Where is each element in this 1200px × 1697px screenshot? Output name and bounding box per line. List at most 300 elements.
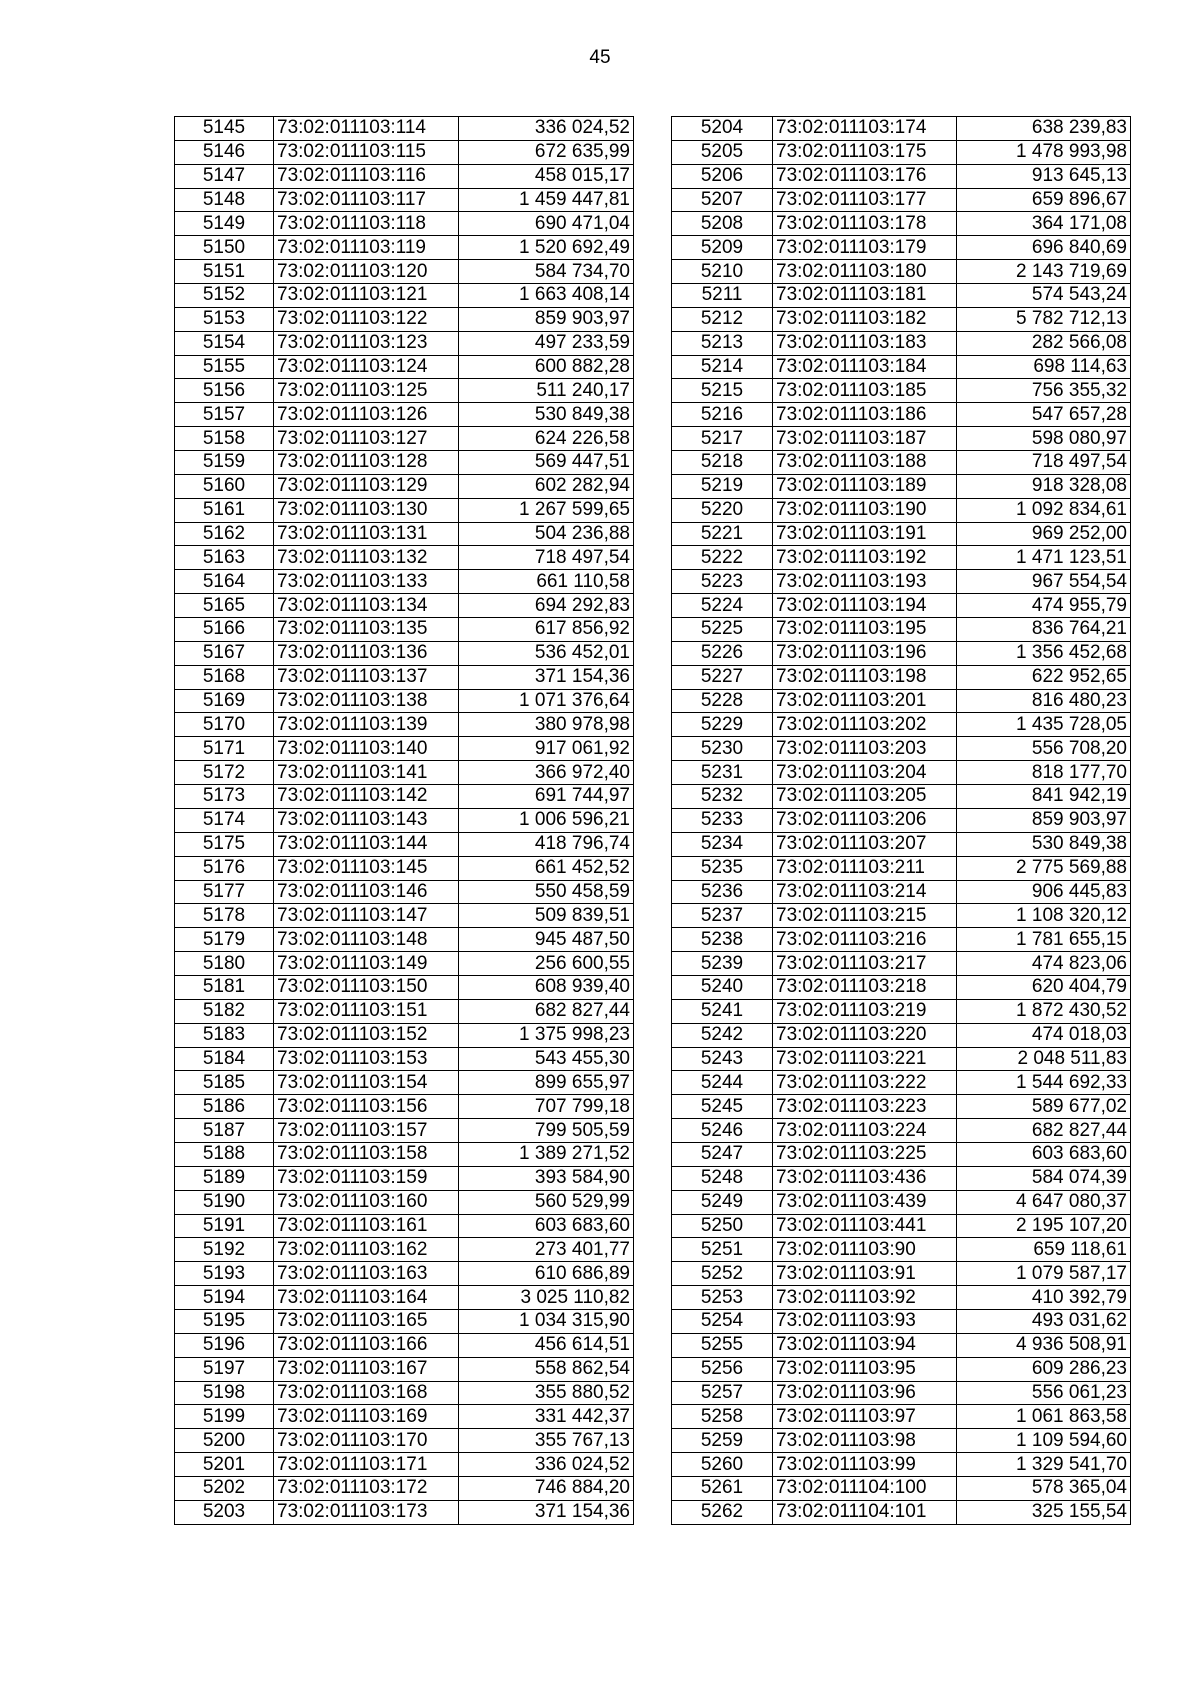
value-cell: 600 882,28: [459, 355, 634, 379]
row-number-cell: 5161: [175, 498, 274, 522]
table-row: [672, 331, 1131, 355]
value-cell: 1 544 692,33: [957, 1071, 1131, 1095]
table-row: [175, 904, 634, 928]
table-row: [175, 1119, 634, 1143]
row-number-cell: 5241: [672, 999, 773, 1023]
table-row: [175, 1071, 634, 1095]
value-cell: 841 942,19: [957, 785, 1131, 809]
row-number-cell: 5166: [175, 618, 274, 642]
row-number-cell: 5242: [672, 1023, 773, 1047]
value-cell: 331 442,37: [459, 1405, 634, 1429]
table-row: [672, 451, 1131, 475]
cadastral-number-cell: 73:02:011103:179: [773, 236, 957, 260]
row-number-cell: 5148: [175, 188, 274, 212]
row-number-cell: 5189: [175, 1166, 274, 1190]
value-cell: 617 856,92: [459, 618, 634, 642]
table-row: [175, 928, 634, 952]
row-number-cell: 5233: [672, 808, 773, 832]
value-cell: 1 356 452,68: [957, 641, 1131, 665]
table-row: [672, 546, 1131, 570]
value-cell: 543 455,30: [459, 1047, 634, 1071]
cadastral-number-cell: 73:02:011103:93: [773, 1309, 957, 1333]
row-number-cell: 5210: [672, 260, 773, 284]
value-cell: 1 435 728,05: [957, 713, 1131, 737]
row-number-cell: 5149: [175, 212, 274, 236]
cadastral-number-cell: 73:02:011103:184: [773, 355, 957, 379]
cadastral-number-cell: 73:02:011103:121: [274, 284, 459, 308]
row-number-cell: 5153: [175, 307, 274, 331]
row-number-cell: 5240: [672, 975, 773, 999]
cadastral-number-cell: 73:02:011103:154: [274, 1071, 459, 1095]
value-cell: 4 647 080,37: [957, 1190, 1131, 1214]
row-number-cell: 5154: [175, 331, 274, 355]
row-number-cell: 5250: [672, 1214, 773, 1238]
cadastral-number-cell: 73:02:011103:146: [274, 880, 459, 904]
cadastral-number-cell: 73:02:011103:147: [274, 904, 459, 928]
cadastral-number-cell: 73:02:011103:203: [773, 737, 957, 761]
row-number-cell: 5186: [175, 1095, 274, 1119]
value-cell: 474 823,06: [957, 952, 1131, 976]
row-number-cell: 5237: [672, 904, 773, 928]
value-cell: 707 799,18: [459, 1095, 634, 1119]
row-number-cell: 5206: [672, 164, 773, 188]
row-number-cell: 5157: [175, 403, 274, 427]
value-cell: 661 110,58: [459, 570, 634, 594]
cadastral-number-cell: 73:02:011103:133: [274, 570, 459, 594]
value-cell: 256 600,55: [459, 952, 634, 976]
row-number-cell: 5257: [672, 1381, 773, 1405]
table-row: [175, 379, 634, 403]
row-number-cell: 5190: [175, 1190, 274, 1214]
cadastral-number-cell: 73:02:011103:174: [773, 117, 957, 141]
table-row: [175, 952, 634, 976]
value-cell: 661 452,52: [459, 856, 634, 880]
row-number-cell: 5215: [672, 379, 773, 403]
value-cell: 511 240,17: [459, 379, 634, 403]
cadastral-number-cell: 73:02:011103:436: [773, 1166, 957, 1190]
cadastral-number-cell: 73:02:011103:90: [773, 1238, 957, 1262]
table-row: [175, 1166, 634, 1190]
row-number-cell: 5176: [175, 856, 274, 880]
table-row: [175, 761, 634, 785]
cadastral-table-left: [174, 116, 634, 1525]
cadastral-number-cell: 73:02:011103:166: [274, 1333, 459, 1357]
cadastral-number-cell: 73:02:011103:180: [773, 260, 957, 284]
row-number-cell: 5187: [175, 1119, 274, 1143]
value-cell: 1 389 271,52: [459, 1142, 634, 1166]
value-cell: 913 645,13: [957, 164, 1131, 188]
cadastral-number-cell: 73:02:011103:153: [274, 1047, 459, 1071]
value-cell: 366 972,40: [459, 761, 634, 785]
value-cell: 672 635,99: [459, 140, 634, 164]
value-cell: 578 365,04: [957, 1476, 1131, 1500]
cadastral-number-cell: 73:02:011103:145: [274, 856, 459, 880]
value-cell: 584 734,70: [459, 260, 634, 284]
row-number-cell: 5165: [175, 594, 274, 618]
row-number-cell: 5179: [175, 928, 274, 952]
table-row: [672, 665, 1131, 689]
value-cell: 756 355,32: [957, 379, 1131, 403]
table-row: [672, 1166, 1131, 1190]
row-number-cell: 5183: [175, 1023, 274, 1047]
row-number-cell: 5213: [672, 331, 773, 355]
value-cell: 493 031,62: [957, 1309, 1131, 1333]
table-row: [175, 832, 634, 856]
row-number-cell: 5146: [175, 140, 274, 164]
table-row: [672, 1286, 1131, 1310]
value-cell: 622 952,65: [957, 665, 1131, 689]
row-number-cell: 5160: [175, 474, 274, 498]
row-number-cell: 5194: [175, 1286, 274, 1310]
value-cell: 969 252,00: [957, 522, 1131, 546]
cadastral-number-cell: 73:02:011103:126: [274, 403, 459, 427]
value-cell: 474 955,79: [957, 594, 1131, 618]
row-number-cell: 5167: [175, 641, 274, 665]
table-row: [672, 1453, 1131, 1477]
cadastral-number-cell: 73:02:011103:141: [274, 761, 459, 785]
table-row: [672, 1262, 1131, 1286]
cadastral-number-cell: 73:02:011103:176: [773, 164, 957, 188]
table-row: [672, 1214, 1131, 1238]
row-number-cell: 5227: [672, 665, 773, 689]
row-number-cell: 5246: [672, 1119, 773, 1143]
row-number-cell: 5169: [175, 689, 274, 713]
row-number-cell: 5224: [672, 594, 773, 618]
table-row: [175, 260, 634, 284]
row-number-cell: 5211: [672, 284, 773, 308]
row-number-cell: 5175: [175, 832, 274, 856]
cadastral-number-cell: 73:02:011103:221: [773, 1047, 957, 1071]
value-cell: 682 827,44: [459, 999, 634, 1023]
row-number-cell: 5208: [672, 212, 773, 236]
value-cell: 2 775 569,88: [957, 856, 1131, 880]
cadastral-number-cell: 73:02:011103:150: [274, 975, 459, 999]
row-number-cell: 5261: [672, 1476, 773, 1500]
cadastral-number-cell: 73:02:011103:441: [773, 1214, 957, 1238]
table-row: [175, 618, 634, 642]
table-row: [175, 999, 634, 1023]
cadastral-number-cell: 73:02:011103:132: [274, 546, 459, 570]
cadastral-number-cell: 73:02:011103:139: [274, 713, 459, 737]
table-row: [175, 355, 634, 379]
row-number-cell: 5201: [175, 1453, 274, 1477]
table-row: [175, 641, 634, 665]
row-number-cell: 5200: [175, 1429, 274, 1453]
value-cell: 1 006 596,21: [459, 808, 634, 832]
cadastral-number-cell: 73:02:011103:177: [773, 188, 957, 212]
value-cell: 1 071 376,64: [459, 689, 634, 713]
value-cell: 624 226,58: [459, 427, 634, 451]
value-cell: 530 849,38: [459, 403, 634, 427]
row-number-cell: 5259: [672, 1429, 773, 1453]
table-row: [175, 1262, 634, 1286]
table-row: [175, 331, 634, 355]
row-number-cell: 5217: [672, 427, 773, 451]
table-row: [175, 1500, 634, 1524]
table-row: [672, 307, 1131, 331]
table-row: [672, 1190, 1131, 1214]
table-row: [175, 594, 634, 618]
value-cell: 474 018,03: [957, 1023, 1131, 1047]
table-row: [672, 522, 1131, 546]
table-row: [175, 1238, 634, 1262]
value-cell: 560 529,99: [459, 1190, 634, 1214]
table-row: [672, 117, 1131, 141]
value-cell: 698 114,63: [957, 355, 1131, 379]
cadastral-number-cell: 73:02:011103:223: [773, 1095, 957, 1119]
row-number-cell: 5234: [672, 832, 773, 856]
table-row: [175, 498, 634, 522]
row-number-cell: 5220: [672, 498, 773, 522]
table-row: [672, 832, 1131, 856]
cadastral-number-cell: 73:02:011103:160: [274, 1190, 459, 1214]
table-row: [175, 451, 634, 475]
value-cell: 1 471 123,51: [957, 546, 1131, 570]
table-row: [672, 1381, 1131, 1405]
cadastral-number-cell: 73:02:011103:175: [773, 140, 957, 164]
table-row: [175, 1286, 634, 1310]
cadastral-number-cell: 73:02:011103:157: [274, 1119, 459, 1143]
cadastral-number-cell: 73:02:011103:189: [773, 474, 957, 498]
row-number-cell: 5184: [175, 1047, 274, 1071]
cadastral-number-cell: 73:02:011103:156: [274, 1095, 459, 1119]
value-cell: 371 154,36: [459, 665, 634, 689]
value-cell: 696 840,69: [957, 236, 1131, 260]
row-number-cell: 5248: [672, 1166, 773, 1190]
cadastral-number-cell: 73:02:011103:94: [773, 1333, 957, 1357]
table-row: [672, 284, 1131, 308]
value-cell: 458 015,17: [459, 164, 634, 188]
value-cell: 530 849,38: [957, 832, 1131, 856]
table-row: [672, 641, 1131, 665]
cadastral-number-cell: 73:02:011103:115: [274, 140, 459, 164]
row-number-cell: 5247: [672, 1142, 773, 1166]
cadastral-number-cell: 73:02:011103:125: [274, 379, 459, 403]
row-number-cell: 5159: [175, 451, 274, 475]
value-cell: 1 459 447,81: [459, 188, 634, 212]
value-cell: 584 074,39: [957, 1166, 1131, 1190]
value-cell: 1 108 320,12: [957, 904, 1131, 928]
table-row: [672, 1333, 1131, 1357]
cadastral-number-cell: 73:02:011103:91: [773, 1262, 957, 1286]
value-cell: 371 154,36: [459, 1500, 634, 1524]
cadastral-number-cell: 73:02:011103:124: [274, 355, 459, 379]
cadastral-number-cell: 73:02:011103:185: [773, 379, 957, 403]
value-cell: 336 024,52: [459, 1453, 634, 1477]
cadastral-number-cell: 73:02:011103:97: [773, 1405, 957, 1429]
cadastral-number-cell: 73:02:011103:151: [274, 999, 459, 1023]
value-cell: 2 195 107,20: [957, 1214, 1131, 1238]
table-body-left: [175, 117, 634, 1525]
row-number-cell: 5170: [175, 713, 274, 737]
value-cell: 598 080,97: [957, 427, 1131, 451]
cadastral-number-cell: 73:02:011103:138: [274, 689, 459, 713]
table-row: [175, 212, 634, 236]
table-row: [672, 1500, 1131, 1524]
row-number-cell: 5188: [175, 1142, 274, 1166]
cadastral-number-cell: 73:02:011103:183: [773, 331, 957, 355]
row-number-cell: 5238: [672, 928, 773, 952]
table-row: [175, 284, 634, 308]
row-number-cell: 5260: [672, 1453, 773, 1477]
table-row: [175, 522, 634, 546]
value-cell: 1 034 315,90: [459, 1309, 634, 1333]
cadastral-number-cell: 73:02:011103:116: [274, 164, 459, 188]
cadastral-number-cell: 73:02:011103:192: [773, 546, 957, 570]
cadastral-number-cell: 73:02:011103:162: [274, 1238, 459, 1262]
value-cell: 659 118,61: [957, 1238, 1131, 1262]
row-number-cell: 5178: [175, 904, 274, 928]
cadastral-number-cell: 73:02:011103:225: [773, 1142, 957, 1166]
value-cell: 364 171,08: [957, 212, 1131, 236]
table-row: [175, 236, 634, 260]
row-number-cell: 5156: [175, 379, 274, 403]
value-cell: 558 862,54: [459, 1357, 634, 1381]
row-number-cell: 5262: [672, 1500, 773, 1524]
value-cell: 1 061 863,58: [957, 1405, 1131, 1429]
row-number-cell: 5219: [672, 474, 773, 498]
value-cell: 602 282,94: [459, 474, 634, 498]
value-cell: 550 458,59: [459, 880, 634, 904]
cadastral-number-cell: 73:02:011103:140: [274, 737, 459, 761]
page-number: 45: [589, 47, 611, 68]
table-row: [672, 975, 1131, 999]
cadastral-number-cell: 73:02:011103:190: [773, 498, 957, 522]
table-row: [672, 594, 1131, 618]
row-number-cell: 5236: [672, 880, 773, 904]
value-cell: 682 827,44: [957, 1119, 1131, 1143]
cadastral-number-cell: 73:02:011103:96: [773, 1381, 957, 1405]
table-row: [175, 427, 634, 451]
row-number-cell: 5255: [672, 1333, 773, 1357]
row-number-cell: 5162: [175, 522, 274, 546]
row-number-cell: 5145: [175, 117, 274, 141]
table-row: [672, 164, 1131, 188]
table-row: [672, 188, 1131, 212]
row-number-cell: 5222: [672, 546, 773, 570]
cadastral-number-cell: 73:02:011103:143: [274, 808, 459, 832]
cadastral-number-cell: 73:02:011103:186: [773, 403, 957, 427]
table-row: [672, 1238, 1131, 1262]
row-number-cell: 5177: [175, 880, 274, 904]
cadastral-number-cell: 73:02:011103:128: [274, 451, 459, 475]
cadastral-number-cell: 73:02:011103:224: [773, 1119, 957, 1143]
table-row: [175, 570, 634, 594]
row-number-cell: 5223: [672, 570, 773, 594]
value-cell: 355 767,13: [459, 1429, 634, 1453]
value-cell: 504 236,88: [459, 522, 634, 546]
cadastral-number-cell: 73:02:011103:149: [274, 952, 459, 976]
table-row: [175, 665, 634, 689]
value-cell: 569 447,51: [459, 451, 634, 475]
value-cell: 718 497,54: [459, 546, 634, 570]
table-row: [672, 260, 1131, 284]
value-cell: 638 239,83: [957, 117, 1131, 141]
row-number-cell: 5150: [175, 236, 274, 260]
value-cell: 694 292,83: [459, 594, 634, 618]
value-cell: 1 329 541,70: [957, 1453, 1131, 1477]
value-cell: 899 655,97: [459, 1071, 634, 1095]
cadastral-number-cell: 73:02:011103:98: [773, 1429, 957, 1453]
cadastral-number-cell: 73:02:011103:144: [274, 832, 459, 856]
value-cell: 282 566,08: [957, 331, 1131, 355]
cadastral-number-cell: 73:02:011103:191: [773, 522, 957, 546]
cadastral-number-cell: 73:02:011103:168: [274, 1381, 459, 1405]
cadastral-number-cell: 73:02:011103:99: [773, 1453, 957, 1477]
row-number-cell: 5244: [672, 1071, 773, 1095]
cadastral-number-cell: 73:02:011103:188: [773, 451, 957, 475]
row-number-cell: 5204: [672, 117, 773, 141]
table-row: [175, 1453, 634, 1477]
cadastral-number-cell: 73:02:011103:130: [274, 498, 459, 522]
cadastral-number-cell: 73:02:011103:171: [274, 1453, 459, 1477]
table-row: [175, 140, 634, 164]
cadastral-number-cell: 73:02:011103:182: [773, 307, 957, 331]
table-row: [175, 1357, 634, 1381]
row-number-cell: 5221: [672, 522, 773, 546]
table-row: [672, 1095, 1131, 1119]
cadastral-number-cell: 73:02:011103:92: [773, 1286, 957, 1310]
value-cell: 4 936 508,91: [957, 1333, 1131, 1357]
table-row: [672, 379, 1131, 403]
cadastral-number-cell: 73:02:011103:195: [773, 618, 957, 642]
value-cell: 1 781 655,15: [957, 928, 1131, 952]
cadastral-number-cell: 73:02:011103:159: [274, 1166, 459, 1190]
value-cell: 659 896,67: [957, 188, 1131, 212]
table-row: [175, 546, 634, 570]
cadastral-number-cell: 73:02:011103:181: [773, 284, 957, 308]
table-row: [672, 1309, 1131, 1333]
row-number-cell: 5193: [175, 1262, 274, 1286]
table-row: [175, 1429, 634, 1453]
table-row: [672, 856, 1131, 880]
cadastral-number-cell: 73:02:011103:206: [773, 808, 957, 832]
cadastral-number-cell: 73:02:011103:169: [274, 1405, 459, 1429]
value-cell: 603 683,60: [957, 1142, 1131, 1166]
cadastral-number-cell: 73:02:011103:204: [773, 761, 957, 785]
table-row: [175, 117, 634, 141]
table-row: [672, 1357, 1131, 1381]
cadastral-number-cell: 73:02:011103:152: [274, 1023, 459, 1047]
row-number-cell: 5197: [175, 1357, 274, 1381]
row-number-cell: 5253: [672, 1286, 773, 1310]
row-number-cell: 5151: [175, 260, 274, 284]
table-row: [672, 570, 1131, 594]
cadastral-number-cell: 73:02:011103:135: [274, 618, 459, 642]
row-number-cell: 5202: [175, 1476, 274, 1500]
row-number-cell: 5198: [175, 1381, 274, 1405]
row-number-cell: 5230: [672, 737, 773, 761]
cadastral-number-cell: 73:02:011103:173: [274, 1500, 459, 1524]
table-row: [672, 1405, 1131, 1429]
value-cell: 746 884,20: [459, 1476, 634, 1500]
cadastral-number-cell: 73:02:011104:101: [773, 1500, 957, 1524]
cadastral-number-cell: 73:02:011103:217: [773, 952, 957, 976]
value-cell: 610 686,89: [459, 1262, 634, 1286]
table-row: [175, 1333, 634, 1357]
value-cell: 917 061,92: [459, 737, 634, 761]
value-cell: 818 177,70: [957, 761, 1131, 785]
table-row: [175, 403, 634, 427]
table-row: [175, 1023, 634, 1047]
value-cell: 556 708,20: [957, 737, 1131, 761]
value-cell: 509 839,51: [459, 904, 634, 928]
row-number-cell: 5196: [175, 1333, 274, 1357]
table-row: [175, 975, 634, 999]
table-row: [672, 1023, 1131, 1047]
row-number-cell: 5195: [175, 1309, 274, 1333]
table-row: [672, 952, 1131, 976]
